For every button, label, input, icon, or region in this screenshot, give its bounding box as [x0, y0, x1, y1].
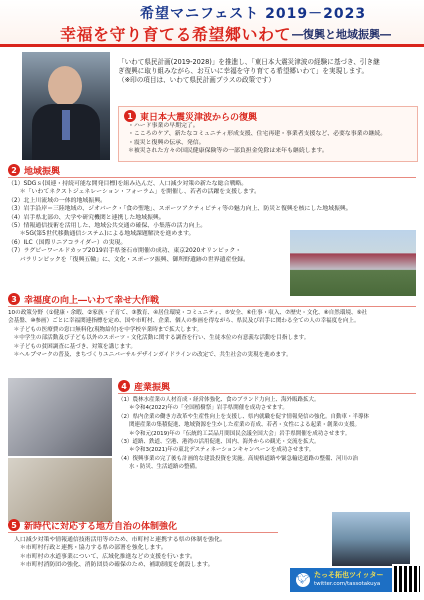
intro-line: 「いわて県民計画(2019-2028)」を推進し、「東日本大震災津波の経験に基づき、引き継 [118, 58, 380, 66]
section-number: 1 [124, 110, 136, 122]
section-5-body [14, 536, 284, 570]
section-line: ・震災と復興の伝承、発信。 [128, 139, 205, 146]
section-line: ＊子どもの貧困調査に基づき、対策を講じます。 [8, 343, 136, 350]
section-line: ＊中学生の部活動及び子ども以外のスポーツ・文化活動に関する調査を行い、生徒本位の有意義な活動を目指します。 [8, 335, 310, 342]
section-line: 水・防災、生活道路の整備。 [118, 464, 201, 471]
section-line: ＊「いわてネクストジェネレーション・フォーラム」を開催し、若者の活躍を支援します。 [8, 189, 261, 196]
section-line: （3）岩手沿岸＝三陸地域の、ジオパーク・「食の聖地」、スポーツアクティビティ等の魅力向上、防災と復興を核にした地域振興。 [8, 206, 352, 213]
section-line: 会基盤、⑩参画）ごとに幸福関連指標を定め、国や市町村、企業、個人の参画を得ながら、県民及び岩手に関わる全ての人の幸福度を向上。 [8, 318, 360, 325]
section-line: ＊市町村の水道事業について、広域化推進などの支援を行います。 [14, 553, 196, 560]
section-number: 4 [118, 380, 130, 392]
section-line: ＊令和3(2021)年の東北デスティネーションキャンペーンを成功させます。 [118, 447, 315, 454]
page-title: 幸福を守り育てる希望郷いわて [60, 25, 292, 44]
section-line: （3）道路、鉄道、空港、港湾の活用促進、国内、海外からの観光・交流を拡大。 [118, 439, 320, 446]
manifesto-subtitle: 希望マニフェスト 2019－2023 [140, 6, 367, 22]
section-3-body [8, 309, 416, 359]
intro-line: ぎ復興に取り組みながら、お互いに幸福を守り育てる希望郷いわて」を実現します。 [118, 67, 369, 76]
factory-workers-photo [8, 378, 112, 456]
section-line: ＊被災された方々の国民健康保険等の一部負担金免除は来年も継続します。 [128, 148, 328, 155]
header-divider [0, 44, 424, 47]
section-3-header [8, 292, 159, 306]
section-line: （5）情報通信技術を活用した、地域公共交通の確保、小集落の活力向上。 [8, 223, 207, 230]
twitter-url[interactable]: twitter.com/tassotakuya [314, 581, 381, 587]
section-line: 関連産業の集積促進、地域資源を生かした産業の育成、若者・女性による起業・創業の支援。 [118, 422, 361, 429]
section-divider [118, 393, 416, 394]
section-title: 幸福度の向上―いわて幸せ大作戦 [24, 295, 160, 306]
section-number: 2 [8, 164, 20, 176]
section-number: 3 [8, 293, 20, 305]
section-line: ・ハード事業の早期完了。 [128, 123, 199, 129]
speech-photo [332, 512, 410, 566]
section-line: （4）復興事業の完了後も計画的な建設投資を実施。高規格道路や緊急輸送道路の整備、河川の治 [118, 455, 359, 462]
section-line: 人口減少対策や情報通信技術活用等のため、市町村と連携する県の体制を強化。 [14, 537, 226, 543]
crafts-photo [8, 458, 112, 522]
section-divider [8, 177, 416, 178]
section-line: （2）北上川流域の一体的地域振興。 [8, 197, 106, 204]
section-line: （7）ラグビーワールドカップ2019岩手県釜石市開催の成功、東京2020オリンピック・ [8, 248, 242, 255]
section-line: （1）農林水産業の人材育成・経営体強化、食のブランド力向上、海外販路拡大。 [118, 397, 320, 403]
section-line: （4）岩手県北部の、大学や研究機関と連携した地域振興。 [8, 214, 165, 221]
section-4-body [118, 396, 416, 472]
intro-line: （※印の項目は、いわて県民計画プラスの政策です） [118, 76, 275, 85]
section-line: ＊令和4(2022)年の「全国植樹祭」岩手県開催を成功させます。 [118, 405, 288, 412]
section-title: 東日本大震災津波からの復興 [140, 112, 258, 123]
intro-text [118, 58, 416, 86]
twitter-label: たっそ拓也ツイッター [314, 571, 384, 579]
section-5-header [8, 518, 177, 532]
section-divider [8, 306, 416, 307]
section-line: パラリンピックを「復興五輪」に、文化・スポーツ振興、御所野遺跡の世界遺産登録。 [8, 256, 250, 263]
section-line: ＊ヘルプマークの普及、まちづくりユニバーサルデザインガイドラインの改定で、共生社会の実現を進めます。 [8, 352, 292, 359]
section-line: （2）県内企業の働き方改革や生産性向上を支援し、県内就職を促す情報発信の強化。自動車・半導体 [118, 413, 370, 420]
section-line: ＊市町村行政と連携・協力する県の部署を強化します。 [14, 545, 167, 552]
section-4-header [118, 379, 170, 393]
rugby-stadium-photo [290, 230, 416, 296]
section-line: ＊令和元(2019)年の「伝統的工芸品月間国民会議全国大会」岩手県開催を成功させます。 [118, 430, 351, 437]
section-line: 10の政策分野（①健康・余暇、②家族・子育て、③教育、④居住環境・コミュニティ、⑤安全、⑥仕事・収入、⑦歴史・文化、⑧自然環境、⑨社 [8, 310, 368, 316]
section-line: ・こころのケア、新たなコミュニティ形成支援、住宅再建・事業者支援など、必要な事業の継続。 [128, 131, 387, 138]
section-divider [8, 532, 278, 533]
qr-code-icon[interactable] [394, 566, 420, 592]
section-2-header [8, 163, 60, 177]
twitter-bird-icon: 🐦︎ [296, 574, 310, 585]
section-line: ＊子どもの医療費の窓口無料化(現物給付)を中学校卒業時まで拡大します。 [8, 326, 203, 333]
section-title: 地域振興 [24, 166, 61, 177]
candidate-portrait [22, 52, 110, 160]
section-number: 5 [8, 519, 20, 531]
section-title: 産業振興 [134, 382, 171, 393]
section-title: 新時代に対応する地方自治の体制強化 [24, 521, 178, 532]
section-1-header [124, 109, 257, 123]
section-1-body [128, 122, 386, 156]
section-line: ＊5G(第5世代移動通信システム)による地域課題解決を進めます。 [8, 231, 195, 238]
page-title-suffix: ―復興と地域振興― [292, 28, 391, 41]
section-line: （6）ILC（国際リニアコライダー）の実現。 [8, 239, 127, 246]
section-line: ＊市町村消防団の強化、消防団員の確保のため、補助制度を創設します。 [14, 562, 214, 569]
section-line: （1）SDGｓ(国連・持続可能な開発目標)を組み込んだ、人口減少対策の新たな総合戦略。 [8, 181, 248, 187]
